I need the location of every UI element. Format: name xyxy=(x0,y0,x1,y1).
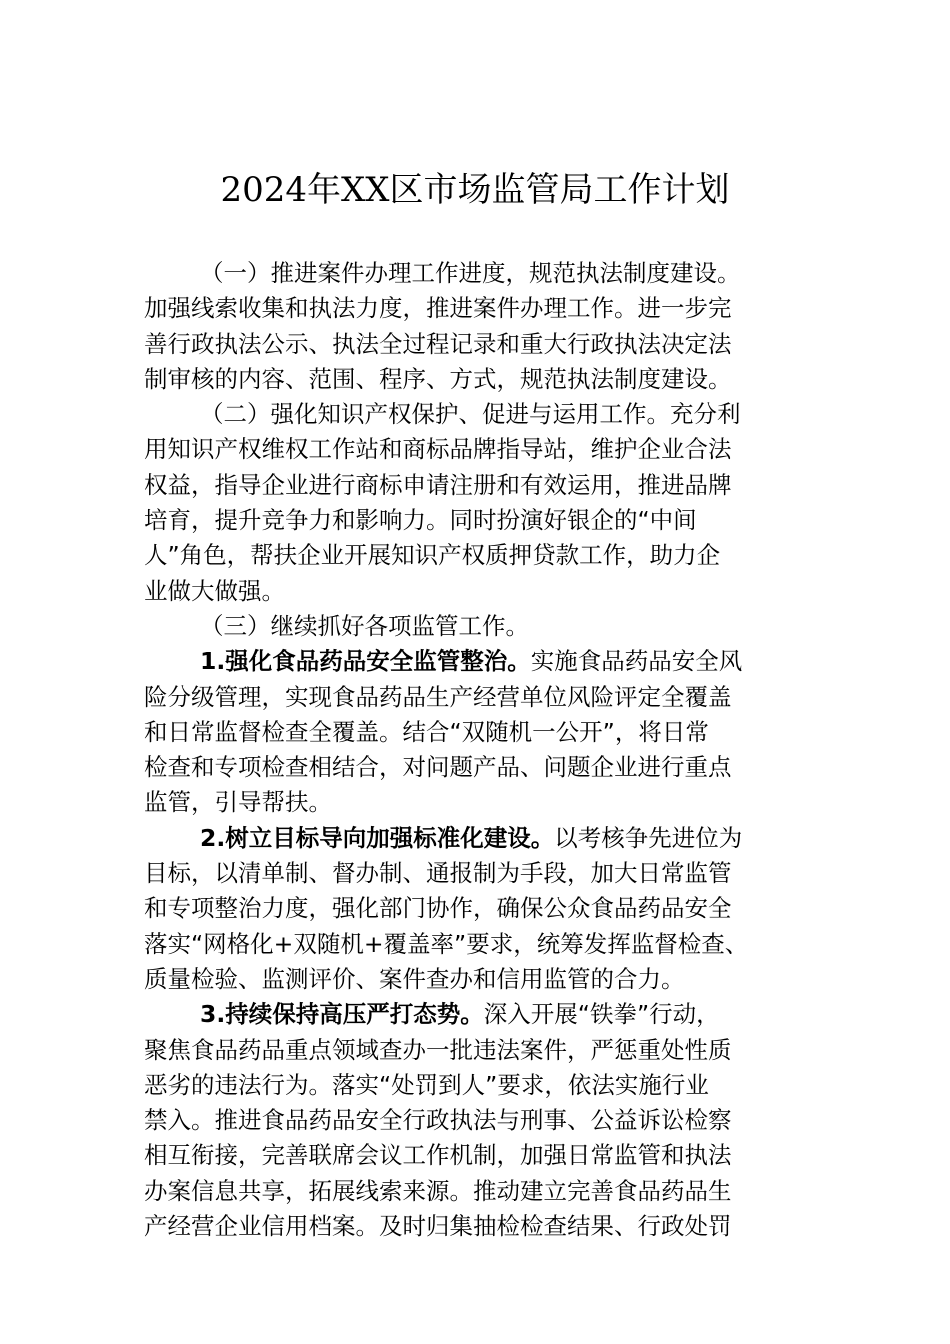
line-text: 和专项整治力度，强化部门协作，确保公众食品药品安全 xyxy=(144,894,732,923)
text-line xyxy=(144,997,809,1032)
text-line xyxy=(144,1068,809,1103)
line-text: 以考核争先进位为 xyxy=(554,823,743,852)
text-line xyxy=(144,891,809,926)
line-text: 聚焦食品药品重点领域查办一批违法案件，严惩重处性质 xyxy=(144,1035,732,1064)
bold-heading: 2.树立目标导向加强标准化建设。 xyxy=(200,823,555,852)
text-line xyxy=(144,1033,809,1068)
line-text: 产经营企业信用档案。及时归集抽检检查结果、行政处罚 xyxy=(144,1212,732,1241)
line-text: 用知识产权维权工作站和商标品牌指导站，维护企业合法 xyxy=(144,435,732,464)
text-line xyxy=(144,256,809,291)
line-text: 目标，以清单制、督办制、通报制为手段，加大日常监管 xyxy=(144,859,732,888)
text-line xyxy=(144,1103,809,1138)
line-text: 善行政执法公示、执法全过程记录和重大行政执法决定法 xyxy=(144,329,732,358)
text-line xyxy=(144,432,809,467)
line-text: （二）强化知识产权保护、促进与运用工作。充分利 xyxy=(200,400,741,429)
text-line xyxy=(144,291,809,326)
text-line xyxy=(144,574,809,609)
document-title: 2024年XX区市场监管局工作计划 xyxy=(220,170,730,210)
text-line xyxy=(144,785,809,820)
line-text: 人”角色，帮扶企业开展知识产权质押贷款工作，助力企 xyxy=(144,541,721,570)
text-line xyxy=(144,327,809,362)
text-line xyxy=(144,856,809,891)
text-line xyxy=(144,503,809,538)
line-text: 制审核的内容、范围、程序、方式，规范执法制度建设。 xyxy=(144,364,732,393)
text-line xyxy=(144,680,809,715)
line-text: 禁入。推进食品药品安全行政执法与刑事、公益诉讼检察 xyxy=(144,1106,732,1135)
text-line xyxy=(144,397,809,432)
bold-heading: 1.强化食品药品安全监管整治。 xyxy=(200,647,531,676)
text-line xyxy=(144,644,809,679)
line-text: 深入开展“铁拳”行动， xyxy=(483,1000,720,1029)
text-line xyxy=(144,362,809,397)
line-text: 加强线索收集和执法力度，推进案件办理工作。进一步完 xyxy=(144,294,732,323)
line-text: 恶劣的违法行为。落实“处罚到人”要求，依法实施行业 xyxy=(144,1070,709,1099)
text-line xyxy=(144,609,809,644)
text-line xyxy=(144,821,809,856)
line-text: （三）继续抓好各项监管工作。 xyxy=(200,611,529,640)
text-line xyxy=(144,750,809,785)
line-text: 办案信息共享，拓展线索来源。推动建立完善食品药品生 xyxy=(144,1176,732,1205)
text-line xyxy=(144,1174,809,1209)
line-text: 质量检验、监测评价、案件查办和信用监管的合力。 xyxy=(144,964,685,993)
line-text: 权益，指导企业进行商标申请注册和有效运用，推进品牌 xyxy=(144,470,732,499)
line-text: 相互衔接，完善联席会议工作机制，加强日常监管和执法 xyxy=(144,1141,732,1170)
text-line xyxy=(144,962,809,997)
line-text: 培育，提升竞争力和影响力。同时扮演好银企的“中间 xyxy=(144,506,697,535)
line-text: 和日常监督检查全覆盖。结合“双随机一公开”，将日常 xyxy=(144,717,709,746)
text-line xyxy=(144,468,809,503)
line-text: 检查和专项检查相结合，对问题产品、问题企业进行重点 xyxy=(144,753,732,782)
bold-heading: 3.持续保持高压严打态势。 xyxy=(200,1000,484,1029)
line-text: 落实“网格化+双随机+覆盖率”要求，统筹发挥监督检查、 xyxy=(144,929,749,958)
line-text: 实施食品药品安全风 xyxy=(530,647,743,676)
document-body xyxy=(144,256,809,1244)
text-line xyxy=(144,1138,809,1173)
line-text: （一）推进案件办理工作进度，规范执法制度建设。 xyxy=(200,259,741,287)
line-text: 监管，引导帮扶。 xyxy=(144,788,332,817)
text-line xyxy=(144,1209,809,1244)
text-line xyxy=(144,538,809,573)
line-text: 业做大做强。 xyxy=(144,576,285,605)
line-text: 险分级管理，实现食品药品生产经营单位风险评定全覆盖 xyxy=(144,682,732,711)
text-line xyxy=(144,927,809,962)
text-line xyxy=(144,715,809,750)
